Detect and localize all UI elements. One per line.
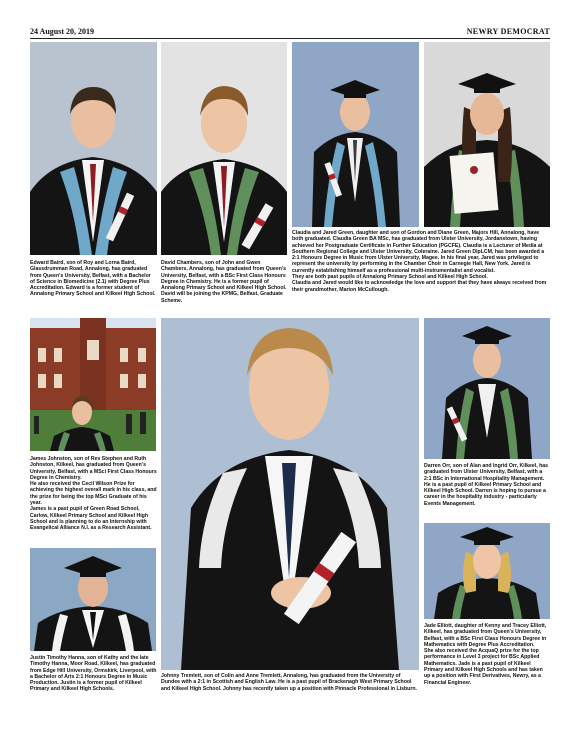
caption-james-johnston: James Johnston, son of Rev Stephen and Ruth Johnston, Kilkeel, has graduated from Queen's University, Belfast, with a MSci First Class Honours Degree in Chemistry. He also received the Cecil Wilson Prize for achieving the highest overall mark in his class, and the prize for being the top MSci Graduate of his year. James is a past pupil of Green Road School, Carlow, Kilkeel Primary School and Kilkeel High School and is planning to do an Internship with Evangelical Alliance N.I. as a Research Assistant. xyxy=(30,456,157,532)
caption-justin-hanna: Justin Timothy Hanna, son of Kathy and the late Timothy Hanna, Moor Road, Kilkeel, has graduated from Edge Hill University, Ormskirk, Liverpool, with a Bachelor of Arts 2:1 Honours Degree in Music Production. Justin is a former pupil of Kilkeel Primary and Kilkeel High Schools. xyxy=(30,655,157,693)
photo-jared-green xyxy=(292,42,419,227)
caption-jade-elliott: Jade Elliott, daughter of Kenny and Tracey Elliott, Kilkeel, has graduated from Queen's University, Belfast, with a BSc First Class Honours Degree in Mathematics with Degree Plus Accreditation. She also received the AcquaQ prize for the top performance in Level 3 project for BSc Applied Mathematics. Jade is a past pupil of Kilkeel Primary and Kilkeel High Schools and has taken up a position with First Derivatives, Newry, as a Financial Engineer. xyxy=(424,623,547,686)
photo-justin-hanna xyxy=(30,548,156,651)
caption-johnny-tremlett: Johnny Tremlett, son of Colin and Anne Tremlett, Annalong, has graduated from the University of Dundee with a 2:1 in Scottish and English Law. He is a past pupil of Brackenagh West Primary School and Kilkeel High School. Johnny has recently taken up a position with Pinnacle Professional in Lisburn. xyxy=(161,673,417,692)
caption-darren-orr: Darren Orr, son of Alan and Ingrid Orr, Kilkeel, has graduated from Ulster University, Belfast, with a 2:1 BSc in International Hospitality Management. He is a past pupil of Kilkeel Primary School and Kilkeel High School. Darren is hoping to pursue a career in the hospitality industry - particularly Events Management. xyxy=(424,463,549,507)
photo-darren-orr xyxy=(424,318,550,459)
photo-edward-baird xyxy=(30,42,157,255)
photo-james-johnston xyxy=(30,318,156,451)
caption-david-chambers: David Chambers, son of John and Gwen Chambers, Annalong, has graduated from Queen's University, Belfast, with a BSc First Class Honours Degree in Chemistry. He is a former pupil of Annalong Primary School and Kilkeel High School. David will be joining the KPMG, Belfast, Graduate Scheme. xyxy=(161,260,287,304)
masthead: NEWRY DEMOCRAT xyxy=(466,27,550,36)
photo-jade-elliott xyxy=(424,523,550,619)
page-header xyxy=(30,26,550,39)
photo-david-chambers xyxy=(161,42,287,255)
photo-johnny-tremlett xyxy=(161,318,419,670)
caption-edward-baird: Edward Baird, son of Roy and Lorna Baird, Glassdrumman Road, Annalong, has graduated from Queen's University, Belfast, with a Bachelor of Science in Biomedicine (2.1) with Degree Plus Accreditation. Edward is a former student of Annalong Primary School and Kilkeel High School. xyxy=(30,260,156,298)
photo-claudia-green xyxy=(424,42,550,227)
caption-claudia-jared-green: Claudia and Jared Green, daughter and son of Gordon and Diane Green, Majors Hill, Annalong, have both graduated. Claudia Green BA MSc, has graduated from Ulster University, Jordanstown, having achieved her Postgraduate Certificate in Further Education (PGCFE). Claudia is a Lecturer of Media at Southern Regional College and Ulster University, Coleraine. Jared Green DipLCM, has been awarded a 2:1 Honours Degree in Music from Ulster University, Magee. In his final year, Jared was privileged to represent the university by performing in the Chamber Choir in Carnegie Hall, New York. Jared is currently establishing himself as a professional multi-instrumentalist and vocalist. They are both past pupils of Annalong Primary School and Kilkeel High School. Claudia and Jared would like to acknowledge the love and support that they have always received from their grandmother, Marion McCullough. xyxy=(292,230,547,293)
page-date: 24 August 20, 2019 xyxy=(30,27,95,36)
